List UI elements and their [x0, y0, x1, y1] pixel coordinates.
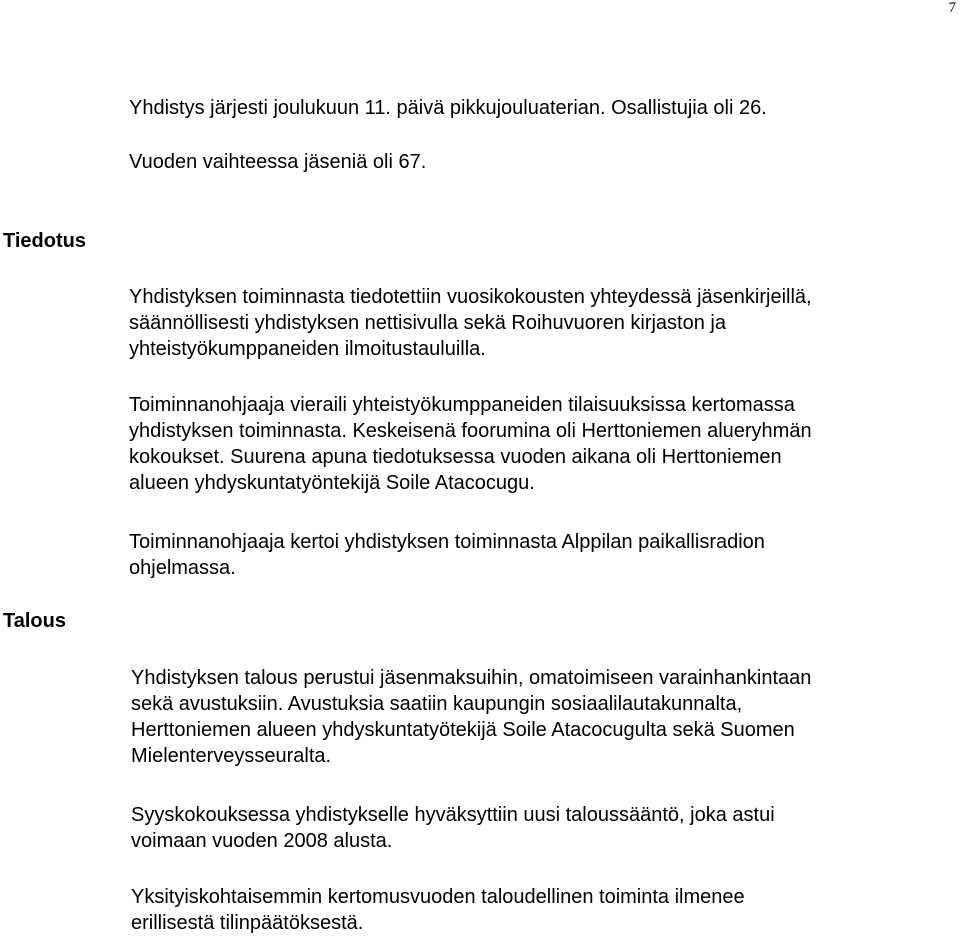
- intro-line-members: Vuoden vaihteessa jäseniä oli 67.: [129, 151, 427, 173]
- tiedotus-paragraph-3: Toiminnanohjaaja kertoi yhdistyksen toiminnasta Alppilan paikallisradion ohjelmassa.: [129, 531, 765, 579]
- talous-paragraph-2: Syyskokouksessa yhdistykselle hyväksyttiin uusi taloussääntö, joka astui voimaan vuoden 2008 alusta.: [131, 804, 775, 852]
- tiedotus-paragraph-1: Yhdistyksen toiminnasta tiedotettiin vuosikokousten yhteydessä jäsenkirjeillä, säännöllisesti yhdistyksen nettisivulla sekä Roihuvuoren kirjaston ja yhteistyökumppaneiden ilmoitustauluilla.: [129, 286, 812, 360]
- section-heading-talous: Talous: [3, 610, 66, 632]
- section-heading-tiedotus: Tiedotus: [3, 230, 86, 252]
- talous-paragraph-1: Yhdistyksen talous perustui jäsenmaksuihin, omatoimiseen varainhankintaan sekä avustuksiin. Avustuksia saatiin kaupungin sosiaalilautakunnalta, Herttoniemen alueen yhdyskuntatyötekijä Soile Atacocugulta sekä Suomen Mielenterveysseuralta.: [131, 667, 812, 767]
- talous-paragraph-3: Yksityiskohtaisemmin kertomusvuoden taloudellinen toiminta ilmenee erillisestä tilinpäätöksestä.: [131, 886, 745, 934]
- page-number: 7: [948, 0, 956, 16]
- tiedotus-paragraph-2: Toiminnanohjaaja vieraili yhteistyökumppaneiden tilaisuuksissa kertomassa yhdistyksen toiminnasta. Keskeisenä foorumina oli Herttoniemen alueryhmän kokoukset. Suurena apuna tiedotuksessa vuoden aikana oli Herttoniemen alueen yhdyskuntatyöntekijä Soile Atacocugu.: [129, 394, 812, 494]
- intro-line-events: Yhdistys järjesti joulukuun 11. päivä pikkujouluaterian. Osallistujia oli 26.: [129, 97, 767, 119]
